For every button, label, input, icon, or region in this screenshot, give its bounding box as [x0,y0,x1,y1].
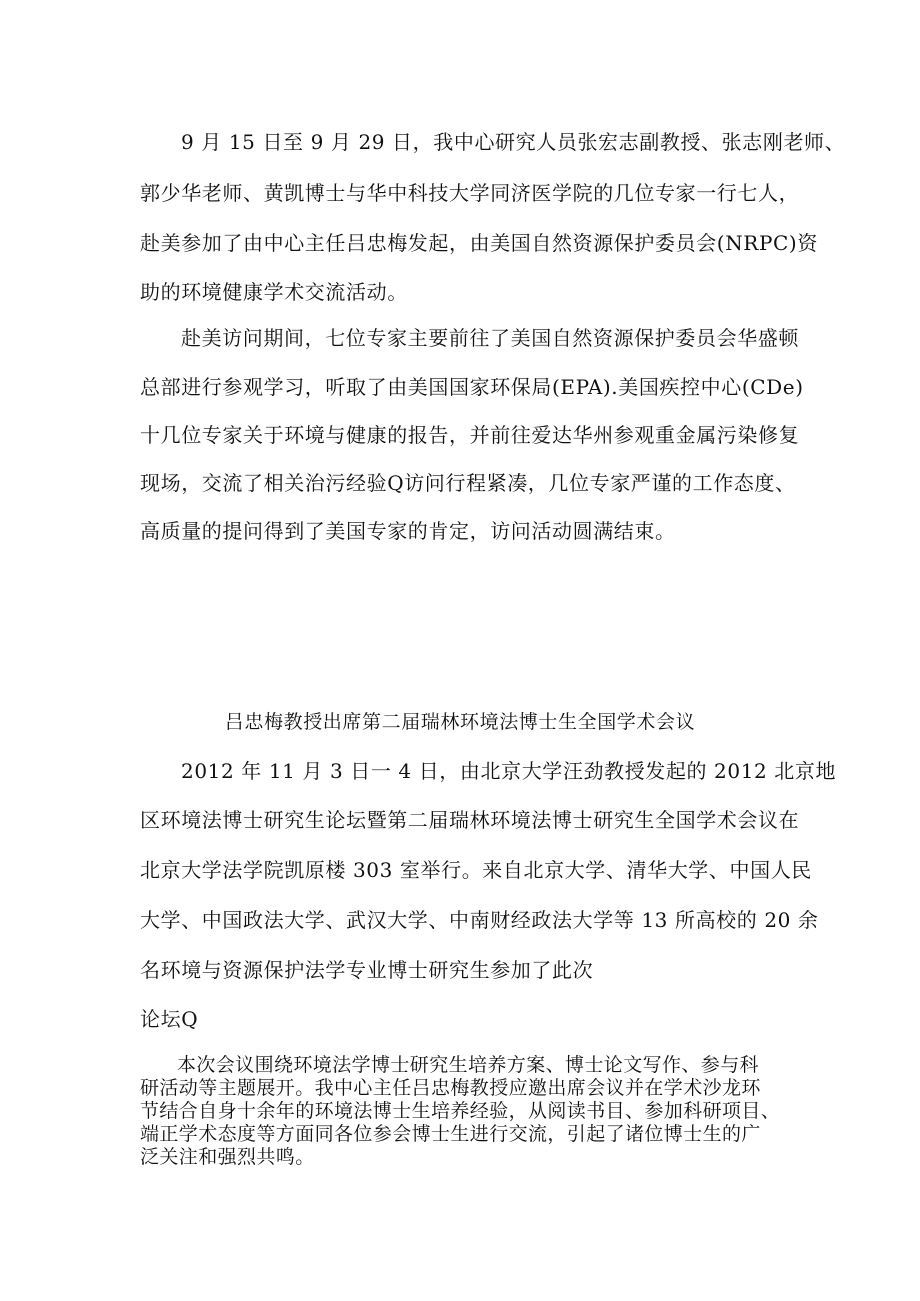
paragraph-3-line-4: 大学、中国政法大学、武汉大学、中南财经政法大学等 13 所高校的 20 余 [140,908,819,932]
paragraph-2-line-2: 总部进行参观学习，听取了由美国国家环保局(EPA).美国疾控中心(CDe) [140,375,804,399]
paragraph-2-line-4: 现场，交流了相关治污经验Q访问行程紧凑，几位专家严谨的工作态度、 [140,471,796,495]
paragraph-1-line-1: 9 月 15 日至 9 月 29 日，我中心研究人员张宏志副教授、张志刚老师、 [181,130,846,154]
paragraph-4-line-2: 研活动等主题展开。我中心主任吕忠梅教授应邀出席会议并在学术沙龙环 [140,1077,761,1099]
paragraph-4-line-3: 节结合自身十余年的环境法博士生培养经验，从阅读书目、参加科研项目、 [140,1100,781,1122]
paragraph-4-line-1: 本次会议围绕环境法学博士研究生培养方案、博士论文写作、参与科 [177,1054,760,1076]
paragraph-1-line-3: 赴美参加了由中心主任吕忠梅发起，由美国自然资源保护委员会(NRPC)资 [140,231,818,255]
paragraph-2-line-5: 高质量的提问得到了美国专家的肯定，访问活动圆满结束。 [140,519,676,543]
paragraph-3-line-5: 名环境与资源保护法学专业博士研究生参加了此次 [140,958,594,982]
paragraph-3-line-3: 北京大学法学院凯原楼 303 室举行。来自北京大学、清华大学、中国人民 [140,858,812,882]
paragraph-2-line-1: 赴美访问期间，七位专家主要前往了美国自然资源保护委员会华盛顿 [181,326,799,350]
paragraph-3-line-1: 2012 年 11 月 3 日一 4 日，由北京大学汪劲教授发起的 2012 北京地 [181,759,837,783]
paragraph-3-line-6: 论坛Q [140,1007,199,1031]
paragraph-3-line-2: 区环境法博士研究生论坛暨第二届瑞林环境法博士研究生全国学术会议在 [140,808,800,832]
paragraph-1-line-2: 郭少华老师、黄凯博士与华中科技大学同济医学院的几位专家一行七人， [140,181,800,205]
paragraph-4-line-4: 端正学术态度等方面同各位参会博士生进行交流，引起了诸位博士生的广 [140,1123,761,1145]
paragraph-4-line-5: 泛关注和强烈共鸣。 [140,1146,315,1168]
article-title: 吕忠梅教授出席第二届瑞林环境法博士生全国学术会议 [224,711,696,733]
paragraph-2-line-3: 十几位专家关于环境与健康的报告，并前往爱达华州参观重金属污染修复 [140,423,800,447]
paragraph-1-line-4: 助的环境健康学术交流活动。 [140,280,408,304]
